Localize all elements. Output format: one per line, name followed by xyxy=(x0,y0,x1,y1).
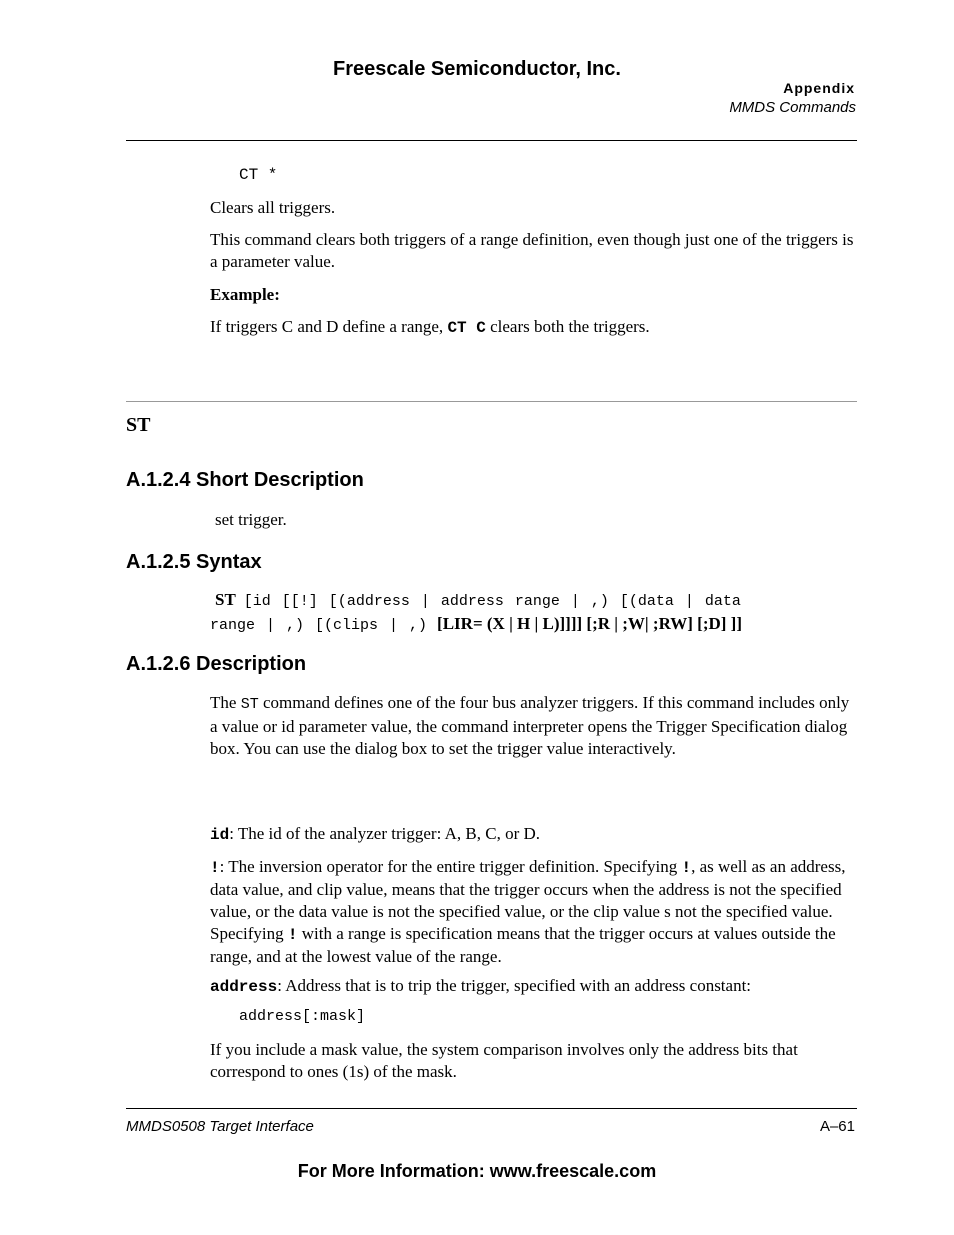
subsection-label: MMDS Commands xyxy=(729,99,856,116)
description-post: command defines one of the four bus analyzer triggers. If this command includes only a value or id parameter value, the command interpreter opens the Trigger Specification dialog box. You can use the dialog box to set the trigger value interactively. xyxy=(210,693,850,758)
syntax-params-2: range | ,) [(clips | ,) xyxy=(210,617,428,634)
syntax-block xyxy=(210,589,858,637)
header-rule xyxy=(126,140,857,141)
footer-rule xyxy=(126,1108,857,1109)
address-syntax: address[:mask] xyxy=(239,1008,366,1025)
syntax-heading: A.1.2.5 Syntax xyxy=(126,551,262,573)
description-pre: The xyxy=(210,693,237,712)
param-address-text: : Address that is to trip the trigger, specified with an address constant: xyxy=(277,976,752,995)
ct-example-pre: If triggers C and D define a range, xyxy=(210,317,444,336)
ct-syntax: CT * xyxy=(239,166,278,184)
footer-doc-title: MMDS0508 Target Interface xyxy=(126,1118,314,1135)
param-address xyxy=(210,975,858,998)
param-inversion-text-1: : The inversion operator for the entire trigger definition. Specifying xyxy=(219,857,678,876)
short-description-heading: A.1.2.4 Short Description xyxy=(126,469,364,491)
param-id-text: : The id of the analyzer trigger: A, B, C, or D. xyxy=(229,824,541,843)
param-id xyxy=(210,823,858,846)
syntax-command: ST xyxy=(215,590,236,609)
description-heading: A.1.2.6 Description xyxy=(126,653,307,675)
param-inversion-text-3: with a range is specification means that the trigger occurs at values outside the range, and at the lowest value of the range. xyxy=(210,924,836,966)
company-name: Freescale Semiconductor, Inc. xyxy=(333,58,621,80)
command-title: ST xyxy=(126,414,151,436)
section-label: Appendix xyxy=(783,80,855,96)
ct-desc-1: Clears all triggers. xyxy=(210,198,336,217)
ct-example-post: clears both the triggers. xyxy=(490,317,650,336)
param-id-term: id xyxy=(210,826,230,844)
syntax-params-3: [LIR= (X | H | L)]]]] [;R | ;W| ;RW] [;D] ]] xyxy=(437,614,743,633)
param-inversion-text-2: , as well as an address, data value, and clip value, means that the trigger occurs when the address is not the specified value, or the data value is not the specified value, or the clip value s not the specified value. Specifying xyxy=(210,857,846,943)
short-description-text: set trigger. xyxy=(215,510,287,529)
section-rule xyxy=(126,401,857,402)
ct-example-cmd: CT C xyxy=(447,319,486,337)
syntax-line-2 xyxy=(210,613,858,637)
syntax-params-1: [id [[!] [(address | address range | ,) [(data | data xyxy=(243,593,741,610)
footer-more-info: For More Information: www.freescale.com xyxy=(297,1161,657,1181)
param-inversion xyxy=(210,856,858,968)
syntax-line-1 xyxy=(210,589,858,613)
param-inversion-term: ! xyxy=(210,859,220,877)
param-inversion-code-1: ! xyxy=(681,859,692,877)
description-code: ST xyxy=(240,696,259,713)
description-text xyxy=(210,692,858,760)
param-address-term: address xyxy=(210,978,278,996)
footer-page-number: A–61 xyxy=(819,1118,855,1135)
mask-text: If you include a mask value, the system comparison involves only the address bits that correspond to ones (1s) of the mask. xyxy=(210,1040,798,1081)
param-inversion-code-2: ! xyxy=(287,926,298,944)
ct-desc-2: This command clears both triggers of a range definition, even though just one of the triggers is a parameter value. xyxy=(210,230,854,271)
ct-example xyxy=(210,316,858,339)
ct-example-label: Example: xyxy=(210,285,280,304)
